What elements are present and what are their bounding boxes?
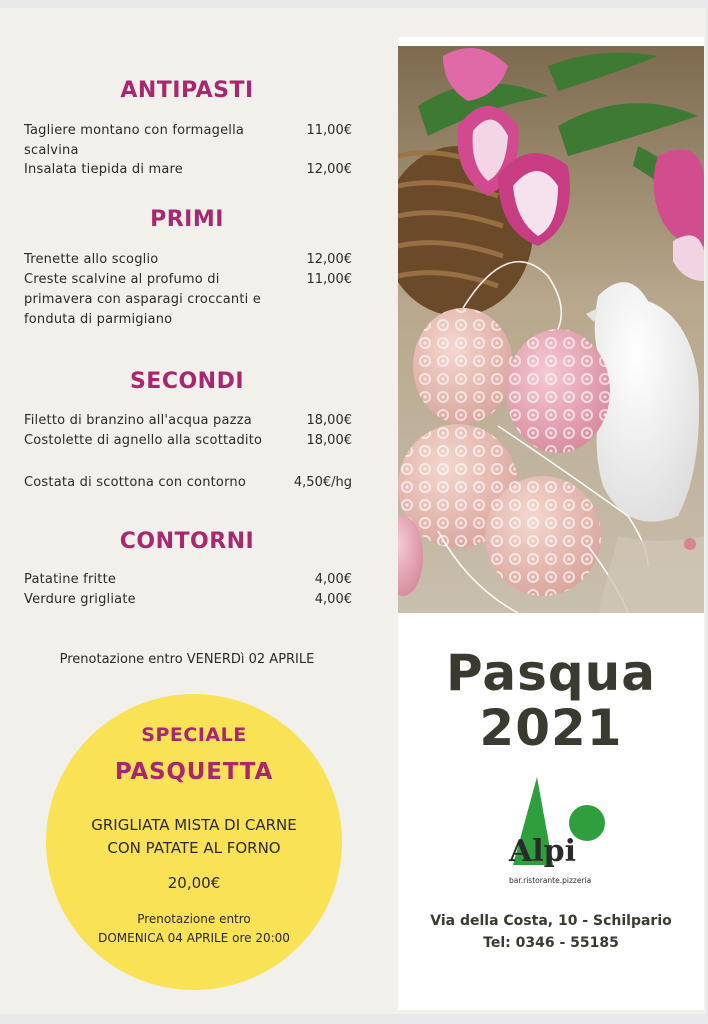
easter-photo bbox=[398, 46, 704, 613]
special-dish bbox=[46, 814, 342, 860]
menu-item-price: 12,00€ bbox=[306, 252, 352, 267]
special-title: SPECIALE bbox=[141, 724, 247, 746]
reservation-note: Prenotazione entro VENERDì 02 APRILE bbox=[59, 652, 315, 667]
menu-item-price: 12,00€ bbox=[306, 162, 352, 177]
special-note bbox=[46, 910, 342, 948]
menu-item-price: 4,00€ bbox=[314, 592, 352, 607]
address: Via della Costa, 10 - Schilpario bbox=[430, 913, 672, 929]
menu-item-name: Costata di scottona con contorno bbox=[24, 475, 246, 490]
menu-item-price: 4,00€ bbox=[314, 572, 352, 587]
special-dish-line: CON PATATE AL FORNO bbox=[107, 839, 281, 857]
menu-item-name: Tagliere montano con formagella scalvina bbox=[24, 123, 245, 158]
menu-item-name: Patatine fritte bbox=[24, 572, 117, 587]
special-note-line: DOMENICA 04 APRILE ore 20:00 bbox=[98, 931, 290, 945]
logo-text: Alpi bbox=[509, 834, 577, 869]
menu-item-price: 11,00€ bbox=[306, 123, 352, 138]
phone: Tel: 0346 - 55185 bbox=[483, 935, 619, 951]
menu-item-price: 18,00€ bbox=[306, 413, 352, 428]
contact-info bbox=[398, 910, 704, 954]
antipasti-title: ANTIPASTI bbox=[120, 78, 254, 103]
special-note-line: Prenotazione entro bbox=[137, 912, 251, 926]
poster-year: 2021 bbox=[479, 699, 623, 757]
poster-title bbox=[398, 646, 704, 756]
menu-item-price: 11,00€ bbox=[306, 272, 352, 287]
menu-item-name: Filetto di branzino all'acqua pazza bbox=[24, 413, 252, 428]
menu-item-name: Creste scalvine al profumo di primavera con asparagi croccanti e fonduta di parmigiano bbox=[24, 272, 262, 327]
secondi-title: SECONDI bbox=[129, 369, 245, 394]
logo-subtitle: bar.ristorante.pizzeria bbox=[509, 876, 592, 885]
contorni-title: CONTORNI bbox=[119, 529, 255, 554]
primi-title: PRIMI bbox=[150, 207, 224, 232]
menu-item-name: Costolette di agnello alla scottadito bbox=[24, 433, 263, 448]
special-subtitle: PASQUETTA bbox=[114, 759, 274, 785]
poster-title-line: Pasqua bbox=[446, 644, 656, 702]
alpi-logo bbox=[505, 775, 610, 890]
menu-item-name: Insalata tiepida di mare bbox=[24, 162, 183, 177]
menu-item-price: 4,50€/hg bbox=[293, 475, 352, 490]
menu-item-price: 18,00€ bbox=[306, 433, 352, 448]
special-price: 20,00€ bbox=[167, 874, 221, 892]
easter-eggs-illustration bbox=[398, 46, 704, 613]
special-dish-line: GRIGLIATA MISTA DI CARNE bbox=[91, 816, 297, 834]
menu-item-name: Trenette allo scoglio bbox=[24, 252, 159, 267]
menu-item-name: Verdure grigliate bbox=[24, 592, 136, 607]
